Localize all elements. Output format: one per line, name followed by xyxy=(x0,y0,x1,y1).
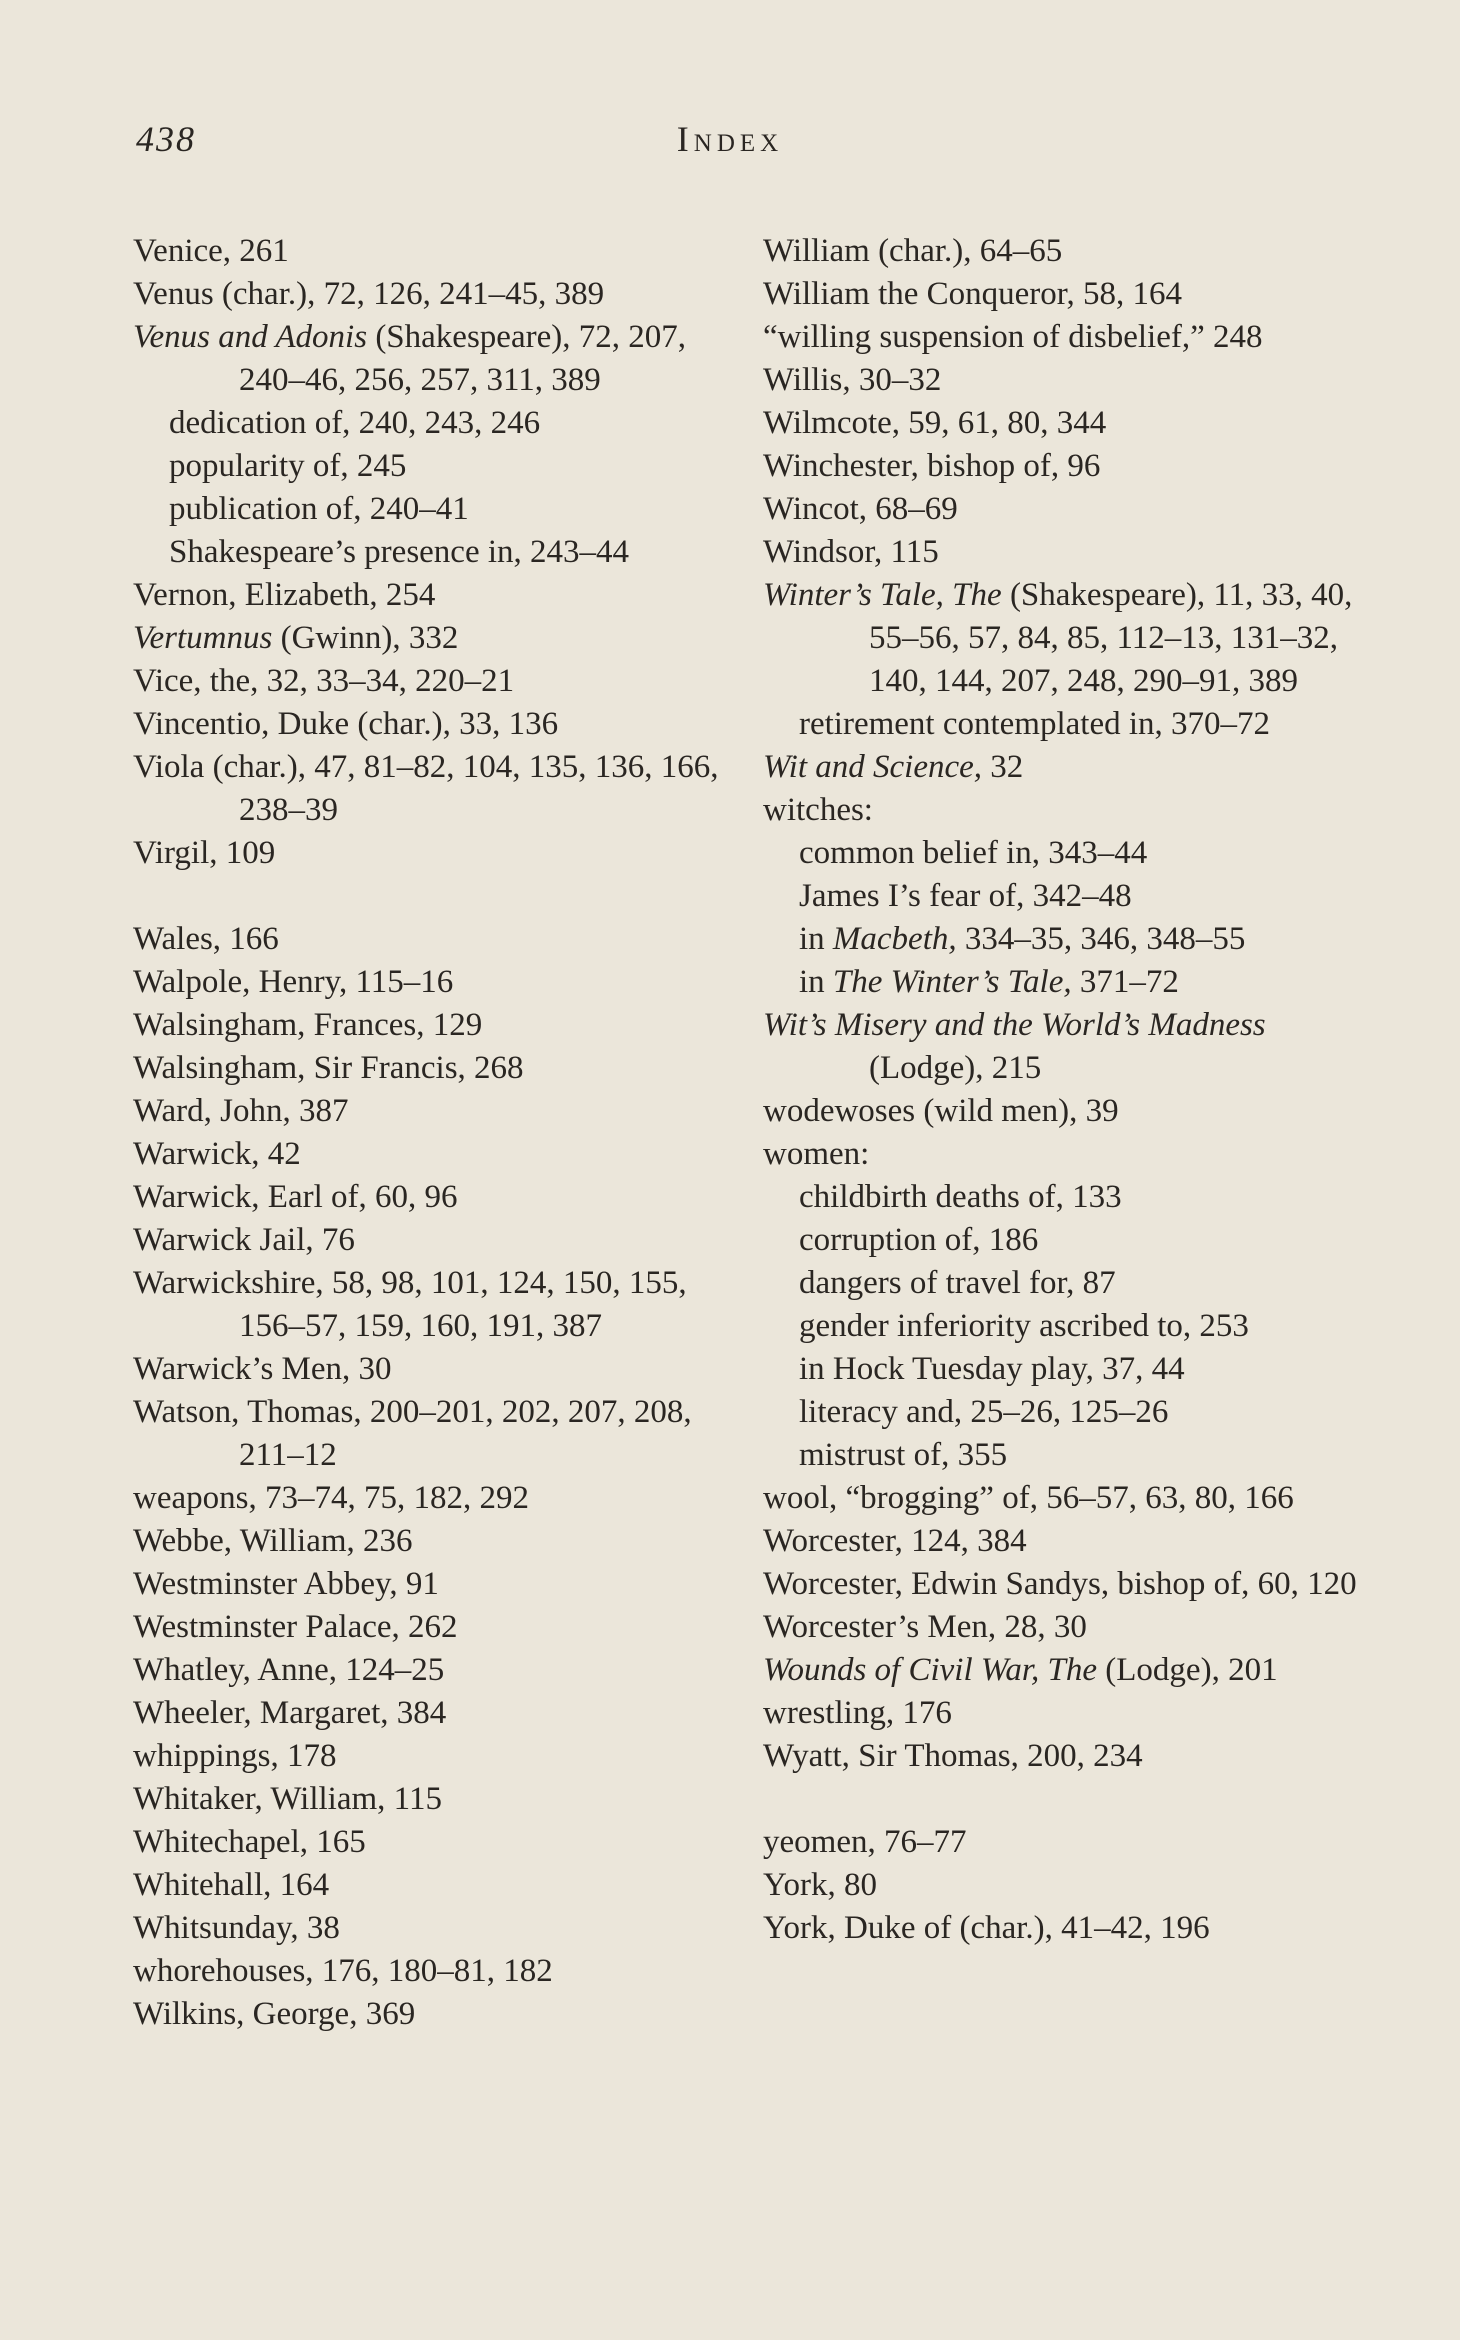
index-subentry: childbirth deaths of, 133 xyxy=(799,1179,1122,1215)
index-entry: Worcester, Edwin Sandys, bishop of, 60, 120 xyxy=(763,1566,1357,1602)
index-entry xyxy=(133,316,733,402)
index-subentry: dedication of, 240, 243, 246 xyxy=(169,405,541,441)
index-entry: Warwick Jail, 76 xyxy=(133,1222,355,1258)
letter-group-gap xyxy=(133,875,733,918)
index-entry xyxy=(763,574,1363,703)
index-entry: Venus (char.), 72, 126, 241–45, 389 xyxy=(133,276,605,312)
index-entry: Worcester’s Men, 28, 30 xyxy=(763,1609,1087,1645)
index-subentry: dangers of travel for, 87 xyxy=(799,1265,1116,1301)
index-subentry xyxy=(763,961,1363,1004)
index-entry: Warwick, Earl of, 60, 96 xyxy=(133,1179,458,1215)
index-entry: witches: xyxy=(763,792,873,828)
entry-pages: 32 xyxy=(982,749,1024,785)
index-entry: Whitechapel, 165 xyxy=(133,1824,366,1860)
index-entry: weapons, 73–74, 75, 182, 292 xyxy=(133,1480,529,1516)
index-entry xyxy=(763,1649,1363,1692)
entry-pages: (Shakespeare), 11, 33, 40, 55–56, 57, 84, 85, 112–13, 131–32, 140, 144, 207, 248, 290–91, 389 xyxy=(869,577,1353,699)
index-entry: Venice, 261 xyxy=(133,233,289,269)
index-entry: Vernon, Elizabeth, 254 xyxy=(133,577,436,613)
entry-pages: (Lodge), 215 xyxy=(869,1050,1042,1086)
index-entry: Walpole, Henry, 115–16 xyxy=(133,964,454,1000)
index-entry: Winchester, bishop of, 96 xyxy=(763,448,1101,484)
index-entry: Virgil, 109 xyxy=(133,835,276,871)
index-entry: Whatley, Anne, 124–25 xyxy=(133,1652,445,1688)
index-subentry: retirement contemplated in, 370–72 xyxy=(799,706,1271,742)
page-number: 438 xyxy=(136,119,196,159)
entry-pages: (Shakespeare), 72, 207, 240–46, 256, 257, 311, 389 xyxy=(239,319,686,398)
work-title: Wit’s Misery and the World’s Madness xyxy=(763,1007,1266,1043)
index-entry: William (char.), 64–65 xyxy=(763,233,1063,269)
index-entry: Vincentio, Duke (char.), 33, 136 xyxy=(133,706,559,742)
entry-pages: 371–72 xyxy=(1071,964,1179,1000)
index-entry: Walsingham, Sir Francis, 268 xyxy=(133,1050,524,1086)
index-entry: wodewoses (wild men), 39 xyxy=(763,1093,1119,1129)
index-subentry: corruption of, 186 xyxy=(799,1222,1039,1258)
index-entry: Wales, 166 xyxy=(133,921,279,957)
entry-pages: (Lodge), 201 xyxy=(1097,1652,1278,1688)
index-entry: Whitaker, William, 115 xyxy=(133,1781,442,1817)
index-entry: Webbe, William, 236 xyxy=(133,1523,413,1559)
index-entry: women: xyxy=(763,1136,870,1172)
index-entry: Westminster Abbey, 91 xyxy=(133,1566,439,1602)
index-entry: Warwick’s Men, 30 xyxy=(133,1351,392,1387)
index-entry: Westminster Palace, 262 xyxy=(133,1609,458,1645)
index-entry: Warwickshire, 58, 98, 101, 124, 150, 155, 156–57, 159, 160, 191, 387 xyxy=(133,1265,687,1344)
index-entry: wrestling, 176 xyxy=(763,1695,952,1731)
index-entry: York, Duke of (char.), 41–42, 196 xyxy=(763,1910,1210,1946)
index-entry: William the Conqueror, 58, 164 xyxy=(763,276,1182,312)
index-entry xyxy=(763,746,1363,789)
index-subentry: literacy and, 25–26, 125–26 xyxy=(799,1394,1169,1430)
index-column-left xyxy=(133,230,733,2036)
index-subentry: gender inferiority ascribed to, 253 xyxy=(799,1308,1249,1344)
index-entry: “willing suspension of disbelief,” 248 xyxy=(763,319,1263,355)
index-entry: wool, “brogging” of, 56–57, 63, 80, 166 xyxy=(763,1480,1294,1516)
index-entry: Walsingham, Frances, 129 xyxy=(133,1007,483,1043)
index-column-right xyxy=(763,230,1363,1950)
index-subentry: popularity of, 245 xyxy=(169,448,407,484)
index-entry: Windsor, 115 xyxy=(763,534,939,570)
work-title: Wounds of Civil War, The xyxy=(763,1652,1098,1688)
index-entry: whorehouses, 176, 180–81, 182 xyxy=(133,1953,553,1989)
index-entry: Willis, 30–32 xyxy=(763,362,942,398)
work-title: Venus and Adonis xyxy=(133,319,368,355)
index-subentry: mistrust of, 355 xyxy=(799,1437,1008,1473)
index-entry: whippings, 178 xyxy=(133,1738,337,1774)
index-entry: Whitehall, 164 xyxy=(133,1867,330,1903)
work-title: Vertumnus xyxy=(133,620,273,656)
index-entry: Wincot, 68–69 xyxy=(763,491,958,527)
index-entry: Ward, John, 387 xyxy=(133,1093,349,1129)
index-entry: Wheeler, Margaret, 384 xyxy=(133,1695,447,1731)
index-entry: Whitsunday, 38 xyxy=(133,1910,340,1946)
index-entry xyxy=(133,617,733,660)
index-subentry: publication of, 240–41 xyxy=(169,491,469,527)
entry-pages: (Gwinn), 332 xyxy=(272,620,459,656)
subentry-prefix: in xyxy=(799,964,833,1000)
index-entry: Watson, Thomas, 200–201, 202, 207, 208, 211–12 xyxy=(133,1394,692,1473)
running-head: Index xyxy=(676,119,784,159)
index-entry: Wilmcote, 59, 61, 80, 344 xyxy=(763,405,1107,441)
index-subentry: Shakespeare’s presence in, 243–44 xyxy=(169,534,630,570)
index-subentry: James I’s fear of, 342–48 xyxy=(799,878,1132,914)
index-entry: Vice, the, 32, 33–34, 220–21 xyxy=(133,663,515,699)
index-subentry: in Hock Tuesday play, 37, 44 xyxy=(799,1351,1185,1387)
index-entry: York, 80 xyxy=(763,1867,878,1903)
index-entry: Wilkins, George, 369 xyxy=(133,1996,416,2032)
page-header xyxy=(0,118,1460,168)
work-title: Macbeth, xyxy=(832,921,957,957)
work-title: Winter’s Tale, The xyxy=(763,577,1002,613)
letter-group-gap xyxy=(763,1778,1363,1821)
index-subentry: common belief in, 343–44 xyxy=(799,835,1148,871)
index-entry: Wyatt, Sir Thomas, 200, 234 xyxy=(763,1738,1143,1774)
entry-pages: 334–35, 346, 348–55 xyxy=(956,921,1246,957)
index-entry xyxy=(763,1004,1363,1090)
index-entry: Warwick, 42 xyxy=(133,1136,301,1172)
index-entry: Worcester, 124, 384 xyxy=(763,1523,1027,1559)
subentry-prefix: in xyxy=(799,921,833,957)
work-title: The Winter’s Tale, xyxy=(832,964,1072,1000)
work-title: Wit and Science, xyxy=(763,749,983,785)
index-entry: Viola (char.), 47, 81–82, 104, 135, 136, 166, 238–39 xyxy=(133,749,719,828)
index-subentry xyxy=(763,918,1363,961)
index-entry: yeomen, 76–77 xyxy=(763,1824,967,1860)
